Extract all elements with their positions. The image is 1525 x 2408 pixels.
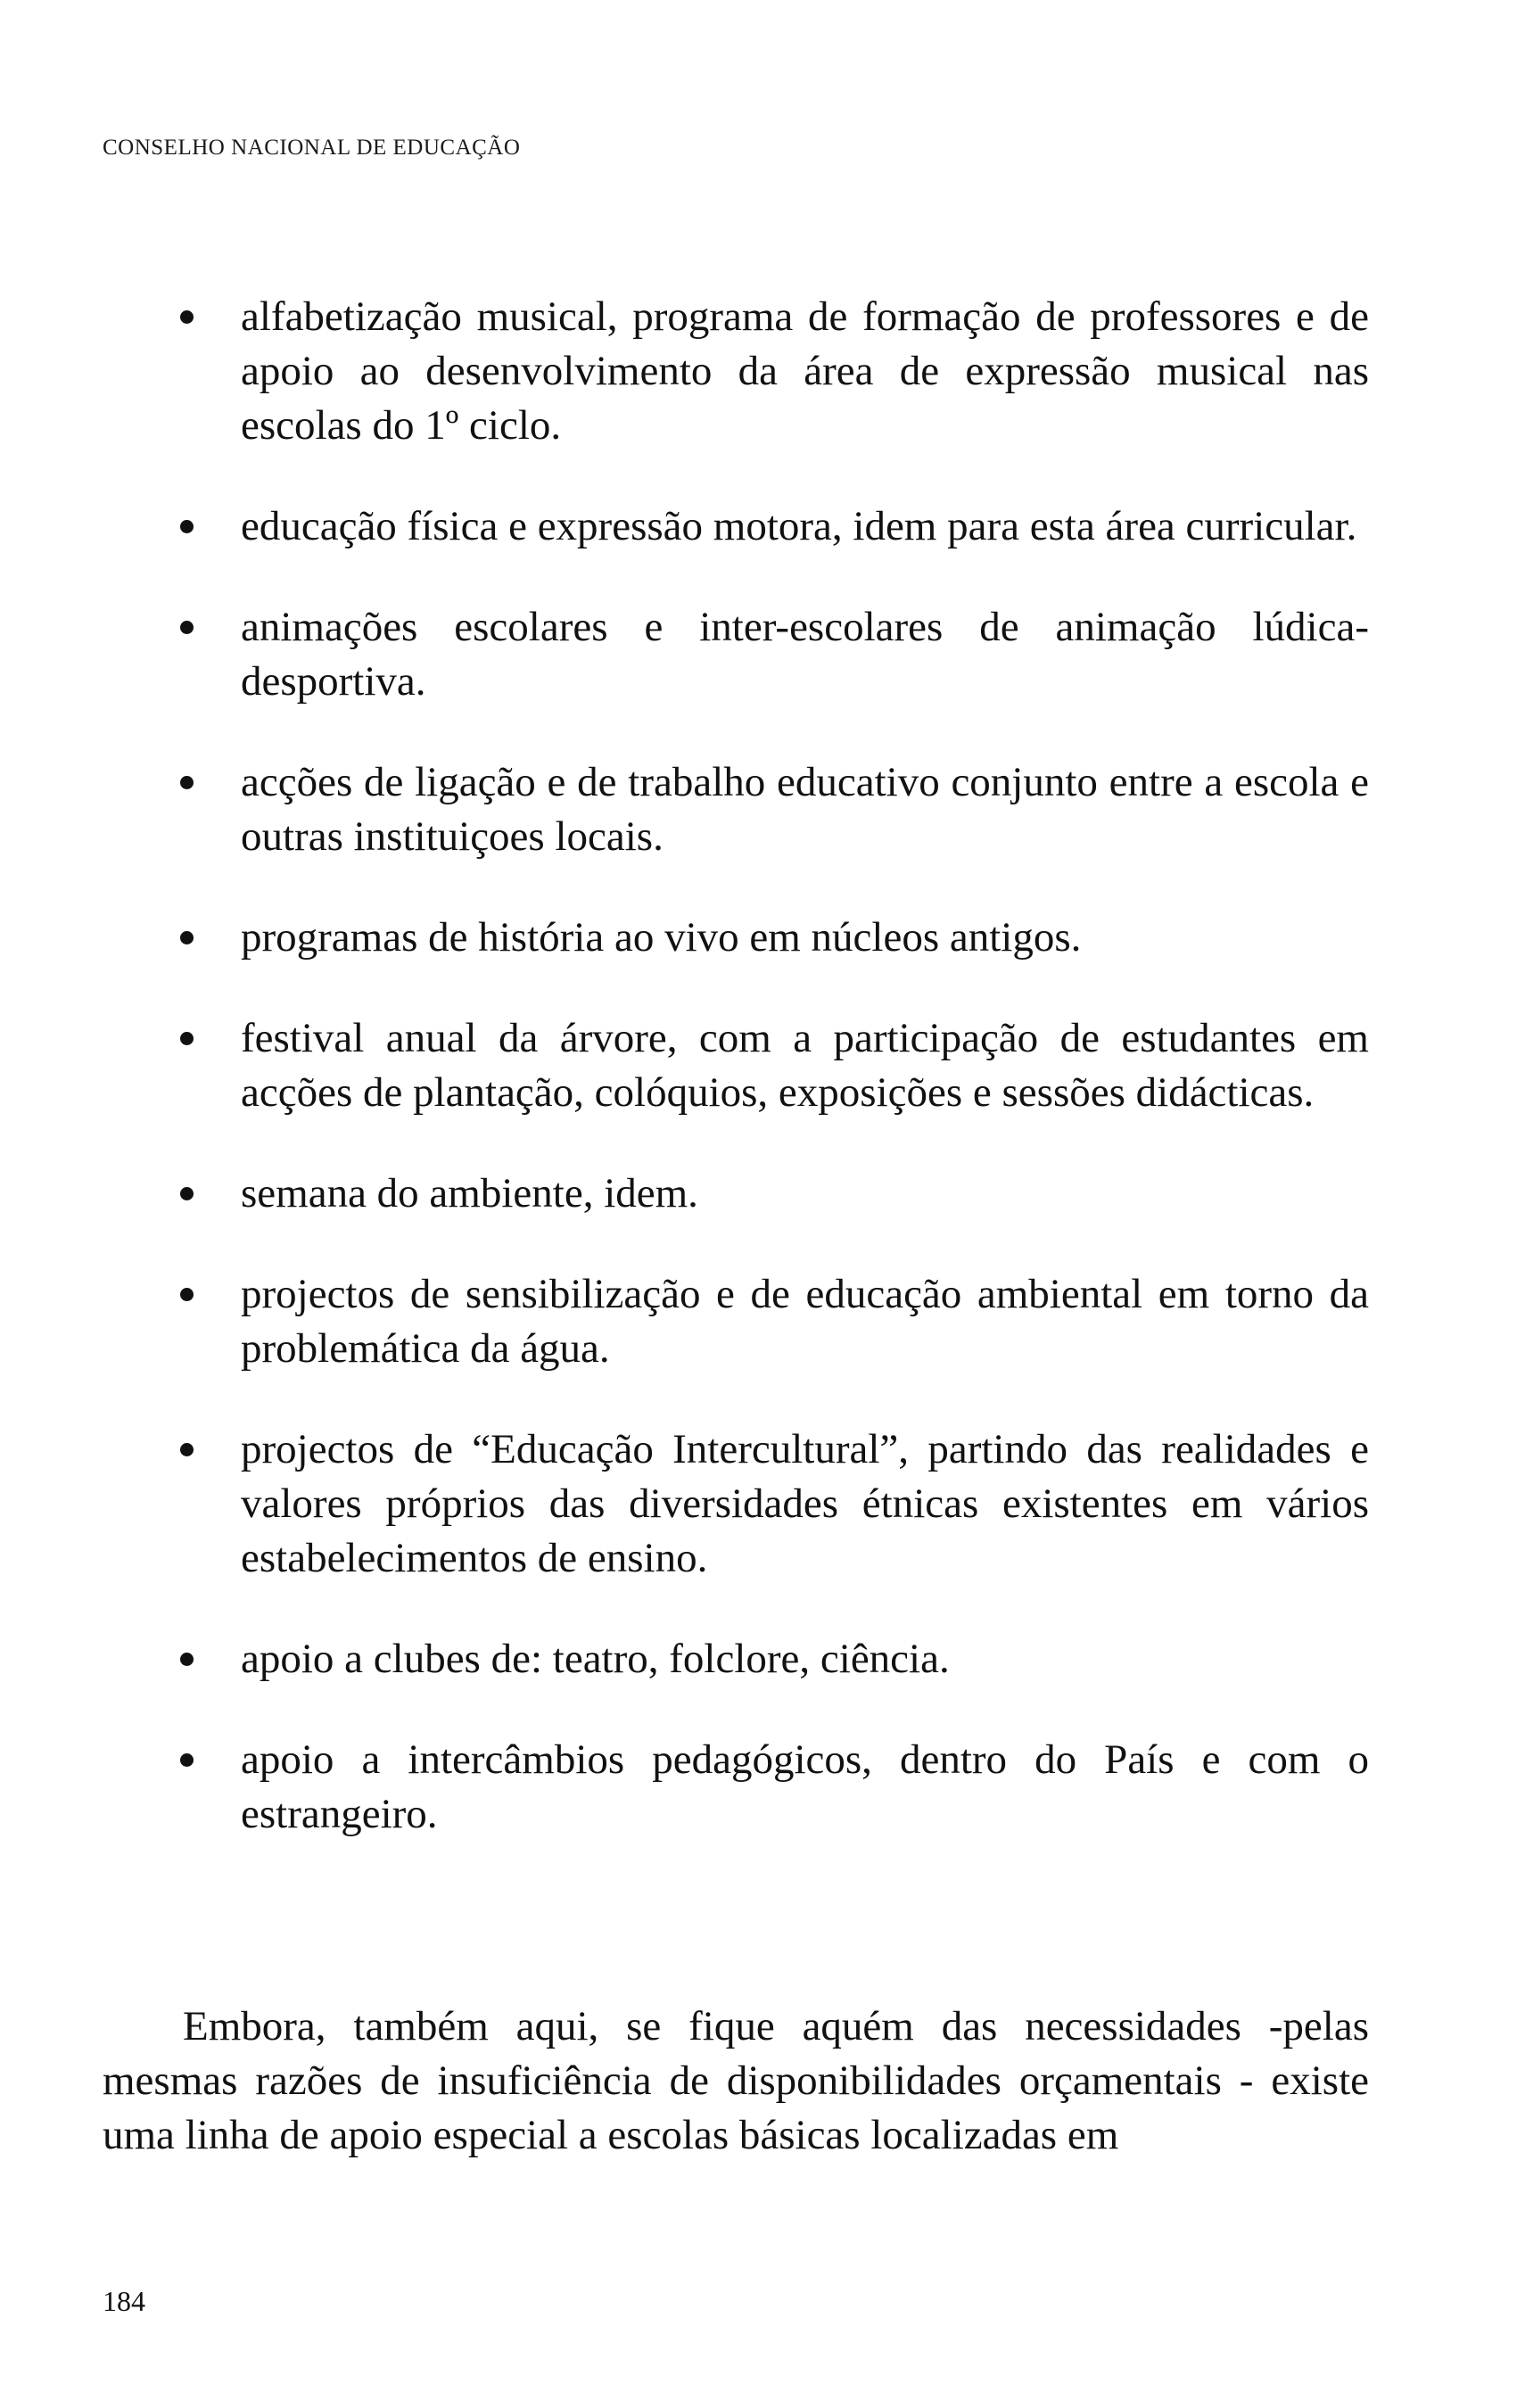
list-item [178,1632,1369,1686]
list-item [178,600,1369,709]
list-item-text: programas de história ao vivo em núcleos antigos. [241,914,1082,961]
list-item-text: projectos de sensibilização e de educação ambiental em torno da problemática da água. [241,1271,1369,1372]
page-number: 184 [103,2285,145,2317]
list-item [178,499,1369,554]
list-item [178,1267,1369,1376]
list-item-text: apoio a intercâmbios pedagógicos, dentro do País e com o estrangeiro. [241,1736,1369,1837]
list-item-text: projectos de “Educação Intercultural”, partindo das realidades e valores próprios das diversidades étnicas existentes em vários estabelecimentos de ensino. [241,1426,1369,1581]
bullet-icon [180,621,194,634]
list-item [178,911,1369,965]
bullet-icon [180,1653,194,1666]
list-item-text: apoio a clubes de: teatro, folclore, ciência. [241,1636,950,1682]
list-item [178,1011,1369,1120]
list-item [178,1423,1369,1586]
bullet-icon [180,931,194,944]
list-item-text: animações escolares e inter-escolares de animação lúdica-desportiva. [241,604,1369,705]
list-item [178,755,1369,864]
list-item-text: alfabetização musical, programa de formação de professores e de apoio ao desenvolvimento da área de expressão musical nas escolas do 1º ciclo. [241,293,1369,449]
list-item [178,290,1369,453]
body-paragraph: Embora, também aqui, se fique aquém das necessidades -pelas mesmas razões de insuficiência de disponibilidades orçamentais - existe uma linha de apoio especial a escolas básicas localizadas em [103,2003,1369,2158]
list-item-text: acções de ligação e de trabalho educativo conjunto entre a escola e outras instituiçoes locais. [241,759,1369,860]
bullet-icon [180,310,194,324]
bullet-icon [180,776,194,789]
running-header: CONSELHO NACIONAL DE EDUCAÇÃO [103,136,521,160]
list-item-text: educação física e expressão motora, idem para esta área curricular. [241,503,1357,549]
bullet-icon [180,1443,194,1456]
list-item-text: semana do ambiente, idem. [241,1170,698,1216]
bullet-icon [180,1753,194,1767]
bullet-icon [180,520,194,533]
bullet-icon [180,1288,194,1301]
list-item [178,1167,1369,1221]
bullet-icon [180,1032,194,1045]
bullet-list [178,290,1369,1888]
bullet-icon [180,1187,194,1200]
list-item-text: festival anual da árvore, com a participação de estudantes em acções de plantação, colóquios, exposições e sessões didácticas. [241,1015,1369,1116]
list-item [178,1733,1369,1842]
